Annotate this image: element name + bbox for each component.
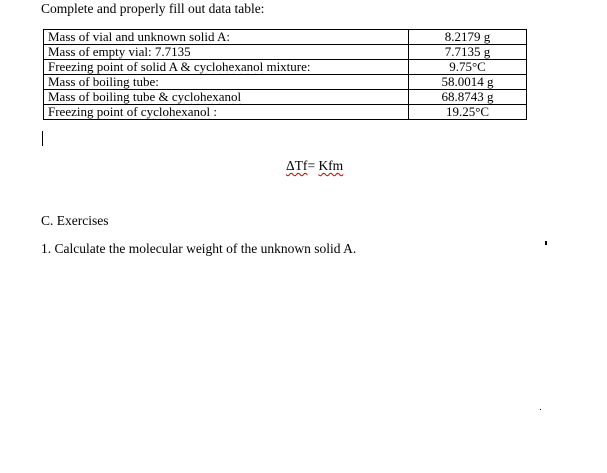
table-row [44,90,527,105]
row-value[interactable]: 9.75°C [409,60,527,75]
table-row [44,60,527,75]
row-label[interactable]: Mass of empty vial: 7.7135 [44,45,409,60]
exercises-heading: C. Exercises [41,213,109,228]
row-value[interactable]: 68.8743 g [409,90,527,105]
table-row [44,30,527,45]
stray-dot [540,409,541,410]
row-value[interactable]: 8.2179 g [409,30,527,45]
row-label[interactable] [44,90,409,105]
row-label-prefix: Freezing point of solid A & [48,59,194,74]
row-label[interactable]: Mass of vial and unknown solid A: [44,30,409,45]
stray-mark [545,241,547,245]
formula-kfm: Kfm [318,158,344,173]
exercise-question: 1. Calculate the molecular weight of the unknown solid A. [41,241,357,256]
row-label-suffix: : [210,104,217,119]
row-label[interactable]: Mass of boiling tube: [44,75,409,90]
row-label-suffix: mixture: [263,59,311,74]
table-row [44,75,527,90]
misspelled-word: cyclohexanol [171,89,242,104]
formula-delta-tf: ΔTf [286,158,308,173]
formula-equals: = [307,158,319,173]
row-label[interactable] [44,105,409,120]
row-label-prefix: Mass of boiling tube & [48,89,172,104]
misspelled-word: cyclohexanol [140,104,211,119]
data-table [43,29,527,120]
row-value[interactable]: 58.0014 g [409,75,527,90]
freezing-point-formula[interactable] [286,158,343,174]
section-heading: Complete and properly fill out data table: [41,1,265,16]
table-row [44,45,527,60]
row-label-prefix: Freezing point of [48,104,141,119]
table-row [44,105,527,120]
row-value[interactable]: 19.25°C [409,105,527,120]
row-value[interactable]: 7.7135 g [409,45,527,60]
row-label[interactable] [44,60,409,75]
text-cursor [42,131,43,146]
misspelled-word: cyclohexanol [193,59,264,74]
